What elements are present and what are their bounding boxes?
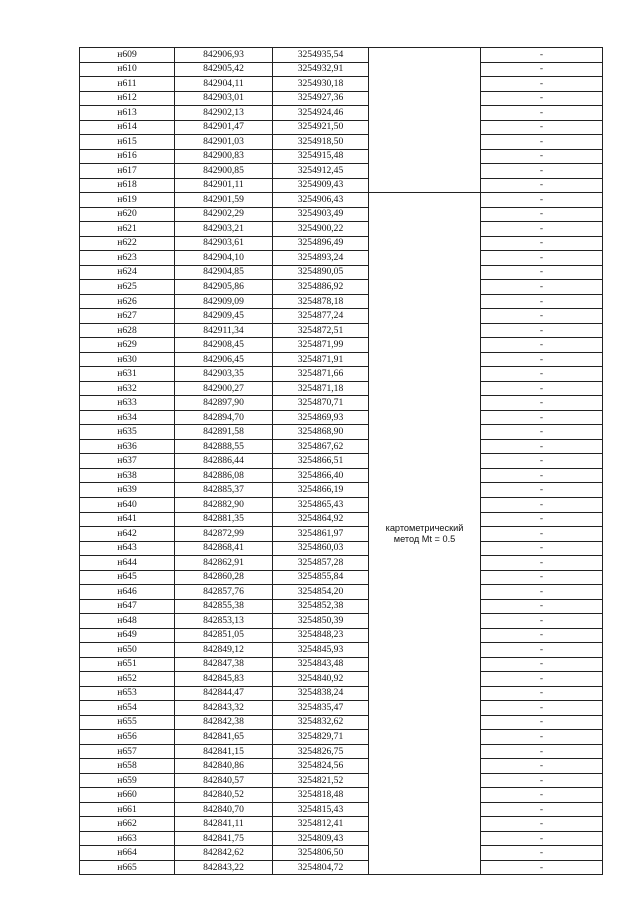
accuracy-cell: - <box>481 222 603 237</box>
table-row <box>80 352 603 367</box>
point-id-cell: н654 <box>80 701 175 716</box>
y-coordinate-cell: 3254900,22 <box>273 222 369 237</box>
accuracy-cell: - <box>481 62 603 77</box>
x-coordinate-cell: 842900,85 <box>175 164 273 179</box>
method-cell-group-2 <box>369 193 481 875</box>
accuracy-cell: - <box>481 135 603 150</box>
accuracy-cell: - <box>481 802 603 817</box>
accuracy-cell: - <box>481 686 603 701</box>
y-coordinate-cell: 3254843,48 <box>273 657 369 672</box>
table-row <box>80 193 603 208</box>
point-id-cell: н635 <box>80 425 175 440</box>
accuracy-cell: - <box>481 744 603 759</box>
table-row <box>80 222 603 237</box>
x-coordinate-cell: 842886,44 <box>175 454 273 469</box>
accuracy-cell: - <box>481 468 603 483</box>
x-coordinate-cell: 842903,35 <box>175 367 273 382</box>
y-coordinate-cell: 3254871,18 <box>273 381 369 396</box>
x-coordinate-cell: 842908,45 <box>175 338 273 353</box>
point-id-cell: н646 <box>80 585 175 600</box>
table-row <box>80 672 603 687</box>
accuracy-cell: - <box>481 730 603 745</box>
y-coordinate-cell: 3254915,48 <box>273 149 369 164</box>
y-coordinate-cell: 3254806,50 <box>273 846 369 861</box>
y-coordinate-cell: 3254909,43 <box>273 178 369 193</box>
table-row <box>80 280 603 295</box>
x-coordinate-cell: 842900,83 <box>175 149 273 164</box>
y-coordinate-cell: 3254912,45 <box>273 164 369 179</box>
table-row <box>80 454 603 469</box>
table-row <box>80 497 603 512</box>
accuracy-cell: - <box>481 265 603 280</box>
table-row <box>80 425 603 440</box>
y-coordinate-cell: 3254871,66 <box>273 367 369 382</box>
x-coordinate-cell: 842844,47 <box>175 686 273 701</box>
accuracy-cell: - <box>481 831 603 846</box>
accuracy-cell: - <box>481 541 603 556</box>
x-coordinate-cell: 842862,91 <box>175 556 273 571</box>
table-row <box>80 77 603 92</box>
x-coordinate-cell: 842840,57 <box>175 773 273 788</box>
accuracy-cell: - <box>481 512 603 527</box>
y-coordinate-cell: 3254838,24 <box>273 686 369 701</box>
point-id-cell: н632 <box>80 381 175 396</box>
table-row <box>80 846 603 861</box>
x-coordinate-cell: 842891,58 <box>175 425 273 440</box>
point-id-cell: н664 <box>80 846 175 861</box>
y-coordinate-cell: 3254826,75 <box>273 744 369 759</box>
accuracy-cell: - <box>481 236 603 251</box>
accuracy-cell: - <box>481 178 603 193</box>
point-id-cell: н624 <box>80 265 175 280</box>
y-coordinate-cell: 3254821,52 <box>273 773 369 788</box>
point-id-cell: н627 <box>80 309 175 324</box>
accuracy-cell: - <box>481 294 603 309</box>
accuracy-cell: - <box>481 381 603 396</box>
x-coordinate-cell: 842841,11 <box>175 817 273 832</box>
accuracy-cell: - <box>481 454 603 469</box>
y-coordinate-cell: 3254861,97 <box>273 527 369 542</box>
accuracy-cell: - <box>481 817 603 832</box>
table-row <box>80 512 603 527</box>
point-id-cell: н652 <box>80 672 175 687</box>
point-id-cell: н643 <box>80 541 175 556</box>
x-coordinate-cell: 842841,15 <box>175 744 273 759</box>
point-id-cell: н615 <box>80 135 175 150</box>
x-coordinate-cell: 842902,13 <box>175 106 273 121</box>
point-id-cell: н622 <box>80 236 175 251</box>
y-coordinate-cell: 3254903,49 <box>273 207 369 222</box>
accuracy-cell: - <box>481 323 603 338</box>
coordinates-table-body <box>80 48 603 875</box>
y-coordinate-cell: 3254935,54 <box>273 48 369 63</box>
x-coordinate-cell: 842897,90 <box>175 396 273 411</box>
accuracy-cell: - <box>481 759 603 774</box>
accuracy-cell: - <box>481 338 603 353</box>
table-row <box>80 149 603 164</box>
y-coordinate-cell: 3254896,49 <box>273 236 369 251</box>
point-id-cell: н617 <box>80 164 175 179</box>
x-coordinate-cell: 842901,11 <box>175 178 273 193</box>
accuracy-cell: - <box>481 672 603 687</box>
accuracy-cell: - <box>481 556 603 571</box>
accuracy-cell: - <box>481 352 603 367</box>
method-line-2: метод Mt = 0.5 <box>393 533 456 544</box>
accuracy-cell: - <box>481 585 603 600</box>
table-row <box>80 744 603 759</box>
table-row <box>80 120 603 135</box>
point-id-cell: н626 <box>80 294 175 309</box>
table-row <box>80 135 603 150</box>
table-row <box>80 715 603 730</box>
y-coordinate-cell: 3254840,92 <box>273 672 369 687</box>
table-row <box>80 860 603 875</box>
y-coordinate-cell: 3254832,62 <box>273 715 369 730</box>
y-coordinate-cell: 3254866,51 <box>273 454 369 469</box>
x-coordinate-cell: 842909,09 <box>175 294 273 309</box>
x-coordinate-cell: 842906,45 <box>175 352 273 367</box>
point-id-cell: н609 <box>80 48 175 63</box>
point-id-cell: н653 <box>80 686 175 701</box>
accuracy-cell: - <box>481 439 603 454</box>
coordinates-table <box>79 47 603 875</box>
x-coordinate-cell: 842904,11 <box>175 77 273 92</box>
x-coordinate-cell: 842851,05 <box>175 628 273 643</box>
table-row <box>80 527 603 542</box>
table-row <box>80 367 603 382</box>
table-row <box>80 686 603 701</box>
y-coordinate-cell: 3254932,91 <box>273 62 369 77</box>
point-id-cell: н610 <box>80 62 175 77</box>
point-id-cell: н634 <box>80 410 175 425</box>
y-coordinate-cell: 3254866,40 <box>273 468 369 483</box>
y-coordinate-cell: 3254852,38 <box>273 599 369 614</box>
table-row <box>80 788 603 803</box>
x-coordinate-cell: 842885,37 <box>175 483 273 498</box>
accuracy-cell: - <box>481 207 603 222</box>
x-coordinate-cell: 842901,47 <box>175 120 273 135</box>
table-row <box>80 323 603 338</box>
table-row <box>80 773 603 788</box>
x-coordinate-cell: 842911,34 <box>175 323 273 338</box>
accuracy-cell: - <box>481 149 603 164</box>
x-coordinate-cell: 842904,10 <box>175 251 273 266</box>
y-coordinate-cell: 3254824,56 <box>273 759 369 774</box>
table-row <box>80 585 603 600</box>
x-coordinate-cell: 842906,93 <box>175 48 273 63</box>
point-id-cell: н656 <box>80 730 175 745</box>
x-coordinate-cell: 842882,90 <box>175 497 273 512</box>
table-row <box>80 338 603 353</box>
accuracy-cell: - <box>481 570 603 585</box>
y-coordinate-cell: 3254804,72 <box>273 860 369 875</box>
point-id-cell: н647 <box>80 599 175 614</box>
y-coordinate-cell: 3254855,84 <box>273 570 369 585</box>
accuracy-cell: - <box>481 628 603 643</box>
table-row <box>80 396 603 411</box>
point-id-cell: н650 <box>80 643 175 658</box>
y-coordinate-cell: 3254865,43 <box>273 497 369 512</box>
point-id-cell: н642 <box>80 527 175 542</box>
point-id-cell: н629 <box>80 338 175 353</box>
y-coordinate-cell: 3254877,24 <box>273 309 369 324</box>
y-coordinate-cell: 3254864,92 <box>273 512 369 527</box>
point-id-cell: н621 <box>80 222 175 237</box>
y-coordinate-cell: 3254918,50 <box>273 135 369 150</box>
x-coordinate-cell: 842903,61 <box>175 236 273 251</box>
table-row <box>80 643 603 658</box>
y-coordinate-cell: 3254815,43 <box>273 802 369 817</box>
table-row <box>80 614 603 629</box>
x-coordinate-cell: 842903,21 <box>175 222 273 237</box>
point-id-cell: н649 <box>80 628 175 643</box>
y-coordinate-cell: 3254809,43 <box>273 831 369 846</box>
table-row <box>80 294 603 309</box>
x-coordinate-cell: 842840,52 <box>175 788 273 803</box>
table-row <box>80 178 603 193</box>
accuracy-cell: - <box>481 77 603 92</box>
accuracy-cell: - <box>481 643 603 658</box>
table-row <box>80 439 603 454</box>
point-id-cell: н640 <box>80 497 175 512</box>
table-row <box>80 48 603 63</box>
x-coordinate-cell: 842853,13 <box>175 614 273 629</box>
y-coordinate-cell: 3254893,24 <box>273 251 369 266</box>
accuracy-cell: - <box>481 497 603 512</box>
accuracy-cell: - <box>481 91 603 106</box>
x-coordinate-cell: 842881,35 <box>175 512 273 527</box>
accuracy-cell: - <box>481 164 603 179</box>
method-line-1: картометрический <box>385 522 464 533</box>
point-id-cell: н651 <box>80 657 175 672</box>
x-coordinate-cell: 842842,62 <box>175 846 273 861</box>
point-id-cell: н612 <box>80 91 175 106</box>
table-row <box>80 831 603 846</box>
point-id-cell: н631 <box>80 367 175 382</box>
point-id-cell: н639 <box>80 483 175 498</box>
y-coordinate-cell: 3254848,23 <box>273 628 369 643</box>
point-id-cell: н661 <box>80 802 175 817</box>
y-coordinate-cell: 3254906,43 <box>273 193 369 208</box>
y-coordinate-cell: 3254886,92 <box>273 280 369 295</box>
y-coordinate-cell: 3254890,05 <box>273 265 369 280</box>
accuracy-cell: - <box>481 773 603 788</box>
point-id-cell: н630 <box>80 352 175 367</box>
y-coordinate-cell: 3254866,19 <box>273 483 369 498</box>
x-coordinate-cell: 842841,65 <box>175 730 273 745</box>
table-row <box>80 468 603 483</box>
coordinates-table-container <box>79 47 603 875</box>
point-id-cell: н625 <box>80 280 175 295</box>
point-id-cell: н660 <box>80 788 175 803</box>
x-coordinate-cell: 842909,45 <box>175 309 273 324</box>
accuracy-cell: - <box>481 860 603 875</box>
y-coordinate-cell: 3254857,28 <box>273 556 369 571</box>
accuracy-cell: - <box>481 846 603 861</box>
point-id-cell: н616 <box>80 149 175 164</box>
x-coordinate-cell: 842868,41 <box>175 541 273 556</box>
table-row <box>80 802 603 817</box>
point-id-cell: н641 <box>80 512 175 527</box>
accuracy-cell: - <box>481 410 603 425</box>
x-coordinate-cell: 842894,70 <box>175 410 273 425</box>
x-coordinate-cell: 842872,99 <box>175 527 273 542</box>
table-row <box>80 265 603 280</box>
point-id-cell: н644 <box>80 556 175 571</box>
accuracy-cell: - <box>481 48 603 63</box>
point-id-cell: н623 <box>80 251 175 266</box>
table-row <box>80 483 603 498</box>
accuracy-cell: - <box>481 309 603 324</box>
point-id-cell: н611 <box>80 77 175 92</box>
y-coordinate-cell: 3254927,36 <box>273 91 369 106</box>
y-coordinate-cell: 3254835,47 <box>273 701 369 716</box>
point-id-cell: н659 <box>80 773 175 788</box>
x-coordinate-cell: 842901,59 <box>175 193 273 208</box>
point-id-cell: н628 <box>80 323 175 338</box>
table-row <box>80 309 603 324</box>
point-id-cell: н657 <box>80 744 175 759</box>
table-row <box>80 759 603 774</box>
y-coordinate-cell: 3254870,71 <box>273 396 369 411</box>
x-coordinate-cell: 842903,01 <box>175 91 273 106</box>
accuracy-cell: - <box>481 701 603 716</box>
y-coordinate-cell: 3254854,20 <box>273 585 369 600</box>
point-id-cell: н620 <box>80 207 175 222</box>
y-coordinate-cell: 3254871,91 <box>273 352 369 367</box>
x-coordinate-cell: 842901,03 <box>175 135 273 150</box>
y-coordinate-cell: 3254872,51 <box>273 323 369 338</box>
x-coordinate-cell: 842840,70 <box>175 802 273 817</box>
y-coordinate-cell: 3254871,99 <box>273 338 369 353</box>
point-id-cell: н636 <box>80 439 175 454</box>
point-id-cell: н663 <box>80 831 175 846</box>
y-coordinate-cell: 3254867,62 <box>273 439 369 454</box>
accuracy-cell: - <box>481 367 603 382</box>
accuracy-cell: - <box>481 715 603 730</box>
point-id-cell: н613 <box>80 106 175 121</box>
y-coordinate-cell: 3254930,18 <box>273 77 369 92</box>
table-row <box>80 106 603 121</box>
x-coordinate-cell: 842840,86 <box>175 759 273 774</box>
point-id-cell: н655 <box>80 715 175 730</box>
table-row <box>80 730 603 745</box>
table-row <box>80 599 603 614</box>
x-coordinate-cell: 842849,12 <box>175 643 273 658</box>
x-coordinate-cell: 842857,76 <box>175 585 273 600</box>
accuracy-cell: - <box>481 120 603 135</box>
table-row <box>80 381 603 396</box>
accuracy-cell: - <box>481 106 603 121</box>
x-coordinate-cell: 842888,55 <box>175 439 273 454</box>
y-coordinate-cell: 3254921,50 <box>273 120 369 135</box>
y-coordinate-cell: 3254924,46 <box>273 106 369 121</box>
accuracy-cell: - <box>481 425 603 440</box>
accuracy-cell: - <box>481 614 603 629</box>
table-row <box>80 207 603 222</box>
point-id-cell: н614 <box>80 120 175 135</box>
point-id-cell: н658 <box>80 759 175 774</box>
table-row <box>80 62 603 77</box>
table-row <box>80 657 603 672</box>
x-coordinate-cell: 842860,28 <box>175 570 273 585</box>
x-coordinate-cell: 842847,38 <box>175 657 273 672</box>
x-coordinate-cell: 842855,38 <box>175 599 273 614</box>
point-id-cell: н645 <box>80 570 175 585</box>
table-row <box>80 556 603 571</box>
x-coordinate-cell: 842900,27 <box>175 381 273 396</box>
table-row <box>80 628 603 643</box>
y-coordinate-cell: 3254829,71 <box>273 730 369 745</box>
y-coordinate-cell: 3254860,03 <box>273 541 369 556</box>
x-coordinate-cell: 842841,75 <box>175 831 273 846</box>
x-coordinate-cell: 842904,85 <box>175 265 273 280</box>
accuracy-cell: - <box>481 483 603 498</box>
table-row <box>80 236 603 251</box>
table-row <box>80 251 603 266</box>
method-cell-group-1 <box>369 48 481 193</box>
point-id-cell: н665 <box>80 860 175 875</box>
point-id-cell: н633 <box>80 396 175 411</box>
table-row <box>80 541 603 556</box>
x-coordinate-cell: 842845,83 <box>175 672 273 687</box>
point-id-cell: н638 <box>80 468 175 483</box>
accuracy-cell: - <box>481 251 603 266</box>
x-coordinate-cell: 842886,08 <box>175 468 273 483</box>
table-row <box>80 164 603 179</box>
table-row <box>80 817 603 832</box>
x-coordinate-cell: 842902,29 <box>175 207 273 222</box>
table-row <box>80 701 603 716</box>
accuracy-cell: - <box>481 657 603 672</box>
x-coordinate-cell: 842843,32 <box>175 701 273 716</box>
y-coordinate-cell: 3254850,39 <box>273 614 369 629</box>
point-id-cell: н637 <box>80 454 175 469</box>
point-id-cell: н648 <box>80 614 175 629</box>
x-coordinate-cell: 842842,38 <box>175 715 273 730</box>
accuracy-cell: - <box>481 396 603 411</box>
table-row <box>80 570 603 585</box>
table-row <box>80 410 603 425</box>
x-coordinate-cell: 842843,22 <box>175 860 273 875</box>
point-id-cell: н619 <box>80 193 175 208</box>
accuracy-cell: - <box>481 527 603 542</box>
x-coordinate-cell: 842905,86 <box>175 280 273 295</box>
y-coordinate-cell: 3254869,93 <box>273 410 369 425</box>
point-id-cell: н618 <box>80 178 175 193</box>
y-coordinate-cell: 3254868,90 <box>273 425 369 440</box>
accuracy-cell: - <box>481 788 603 803</box>
accuracy-cell: - <box>481 280 603 295</box>
accuracy-cell: - <box>481 193 603 208</box>
table-row <box>80 91 603 106</box>
y-coordinate-cell: 3254845,93 <box>273 643 369 658</box>
y-coordinate-cell: 3254812,41 <box>273 817 369 832</box>
point-id-cell: н662 <box>80 817 175 832</box>
accuracy-cell: - <box>481 599 603 614</box>
x-coordinate-cell: 842905,42 <box>175 62 273 77</box>
y-coordinate-cell: 3254878,18 <box>273 294 369 309</box>
y-coordinate-cell: 3254818,48 <box>273 788 369 803</box>
